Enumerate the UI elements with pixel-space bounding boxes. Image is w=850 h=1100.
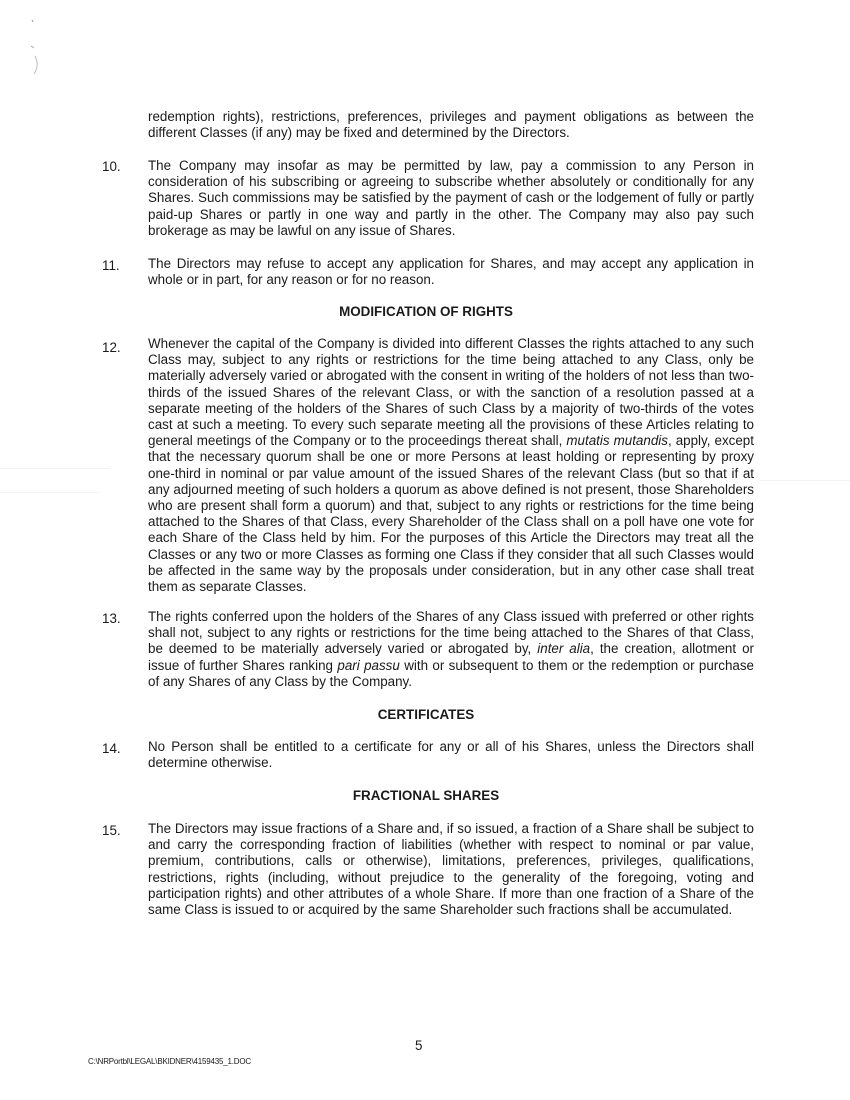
article-number: 12. [102, 340, 121, 355]
italic-pari-passu: pari passu [337, 657, 400, 673]
article-number: 15. [102, 823, 121, 838]
heading-certificates: CERTIFICATES [377, 707, 475, 722]
article-13-text-b: , the creation, allotment or issue of further Shares ranking [148, 641, 754, 673]
scan-noise-left [0, 468, 110, 469]
scan-noise-left-2 [0, 492, 100, 493]
article-12-text [148, 336, 754, 595]
page-number: 5 [415, 1038, 423, 1053]
article-number: 13. [102, 611, 121, 626]
article-13-text-a: The rights conferred upon the holders of the Shares of any Class issued with preferred or other rights shall not, subject to any rights or restrictions for the time being attached to the Shares of that Class, be deemed to be materially adversely varied or abrogated by, [148, 609, 754, 657]
article-13-text-c: with or subsequent to them or the redemption or purchase of any Shares of any Class by the Company. [148, 657, 754, 689]
footer-file-path: C:\NRPortbl\LEGAL\BKIDNER\4159435_1.DOC [88, 1057, 251, 1066]
scan-noise-right [760, 480, 850, 481]
heading-modification-of-rights: MODIFICATION OF RIGHTS [339, 304, 513, 319]
article-15-text: The Directors may issue fractions of a Share and, if so issued, a fraction of a Share shall be subject to and carry the corresponding fraction of liabilities (whether with respect to nominal or par value, premium, contributions, calls or otherwise), limitations, preferences, privileges, qualifications, restrictions, rights (including, without prejudice to the generality of the foregoing, voting and participation rights) and other attributes of a whole Share. If more than one fraction of a Share of the same Class is issued to or acquired by the same Shareholder such fractions shall be accumulated. [148, 821, 754, 918]
article-number: 14. [102, 741, 121, 756]
article-13-text [148, 609, 754, 690]
scan-artifact-mark [22, 18, 42, 78]
article-14-text: No Person shall be entitled to a certificate for any or all of his Shares, unless the Directors shall determine otherwise. [148, 739, 754, 771]
article-10-text: The Company may insofar as may be permitted by law, pay a commission to any Person in consideration of his subscribing or agreeing to subscribe whether absolutely or conditionally for any Shares. Such commissions may be satisfied by the payment of cash or the lodgement of fully or partly paid-up Shares or partly in one way and partly in the other. The Company may also pay such brokerage as may be lawful on any issue of Shares. [148, 158, 754, 238]
heading-fractional-shares: FRACTIONAL SHARES [352, 788, 500, 803]
italic-mutatis-mutandis: mutatis mutandis [566, 433, 668, 449]
article-number: 11. [102, 258, 120, 273]
article-12-text-b: , apply, except that the necessary quorum shall be one or more Persons at least holding or representing by proxy one-third in nominal or par value amount of the issued Shares of the relevant Class (but so that if at any adjourned meeting of such holders a quorum as above defined is not present, those Shareholders who are present shall form a quorum) and that, subject to any rights or restrictions for the time being attached to the Shares of that Class, every Shareholder of the Class shall on a poll have one vote for each Share of the Class held by him. For the purposes of this Article the Directors may treat all the Classes or any two or more Classes as forming one Class if they consider that all such Classes would be affected in the same way by the proposals under consideration, but in any other case shall treat them as separate Classes. [148, 433, 754, 595]
article-number: 10. [102, 159, 121, 174]
italic-inter-alia: inter alia [537, 641, 591, 657]
article-12-text-a: Whenever the capital of the Company is divided into different Classes the rights attached to any such Class may, subject to any rights or restrictions for the time being attached to any Class, only be materially adversely varied or abrogated with the consent in writing of the holders of not less than two-thirds of the issued Shares of the relevant Class, or with the sanction of a resolution passed at a separate meeting of the holders of the Shares of such Class by a majority of two-thirds of the votes cast at such a meeting. To every such separate meeting all the provisions of these Articles relating to general meetings of the Company or to the proceedings thereat shall, [148, 336, 754, 449]
intro-paragraph: redemption rights), restrictions, preferences, privileges and payment obligations as between the different Classes (if any) may be fixed and determined by the Directors. [148, 109, 754, 141]
article-11-text: The Directors may refuse to accept any application for Shares, and may accept any application in whole or in part, for any reason or for no reason. [148, 256, 754, 288]
